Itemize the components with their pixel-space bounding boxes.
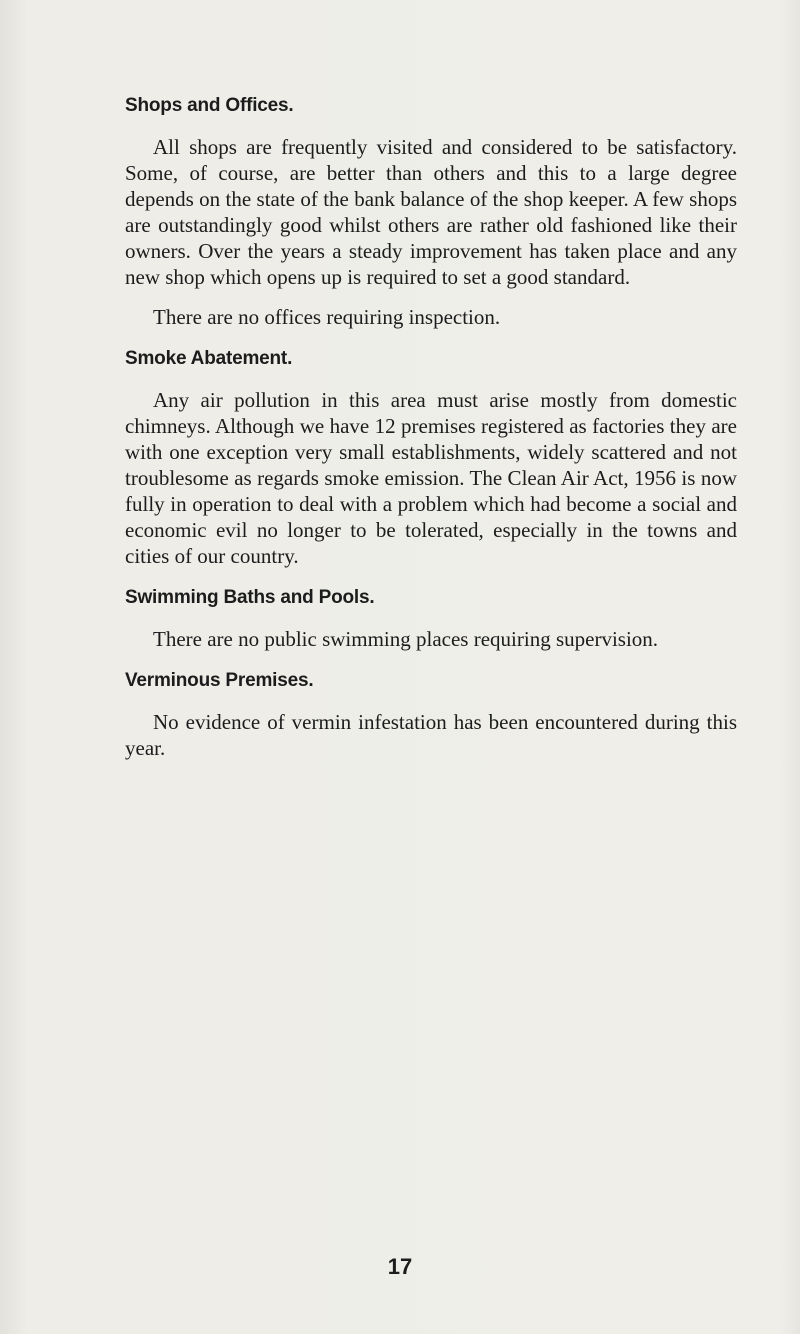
section-heading-verminous-premises: Verminous Premises. (125, 670, 314, 691)
paragraph-shops-1: All shops are frequently visited and considered to be satisfactory. Some, of course, are better than others and this to a large degree depends on the state of the bank balance of the shop keeper. A few shops are outstandingly good whilst others are rather old fashioned like their owners. Over the years a steady improvement has taken place and any new shop which opens up is required to set a good standard. (125, 135, 737, 289)
paragraph-vermin-1: No evidence of vermin infestation has been encountered during this year. (125, 710, 737, 760)
paragraph-swimming-1: There are no public swimming places requiring supervision. (153, 627, 659, 651)
section-heading-swimming-baths: Swimming Baths and Pools. (125, 587, 375, 608)
page-number: 17 (387, 1254, 413, 1279)
section-heading-smoke-abatement: Smoke Abatement. (125, 348, 293, 369)
paragraph-smoke-1: Any air pollution in this area must arise mostly from domestic chimneys. Although we have 12 premises registered as factories they are with one exception very small establishments, widely scattered and not troublesome as regards smoke emission. The Clean Air Act, 1956 is now fully in operation to deal with a problem which had become a social and economic evil no longer to be tolerated, especially in the towns and cities of our country. (125, 388, 737, 568)
page-content (125, 92, 737, 761)
paragraph-shops-2: There are no offices requiring inspection. (153, 305, 501, 329)
section-heading-shops-offices: Shops and Offices. (125, 95, 294, 116)
